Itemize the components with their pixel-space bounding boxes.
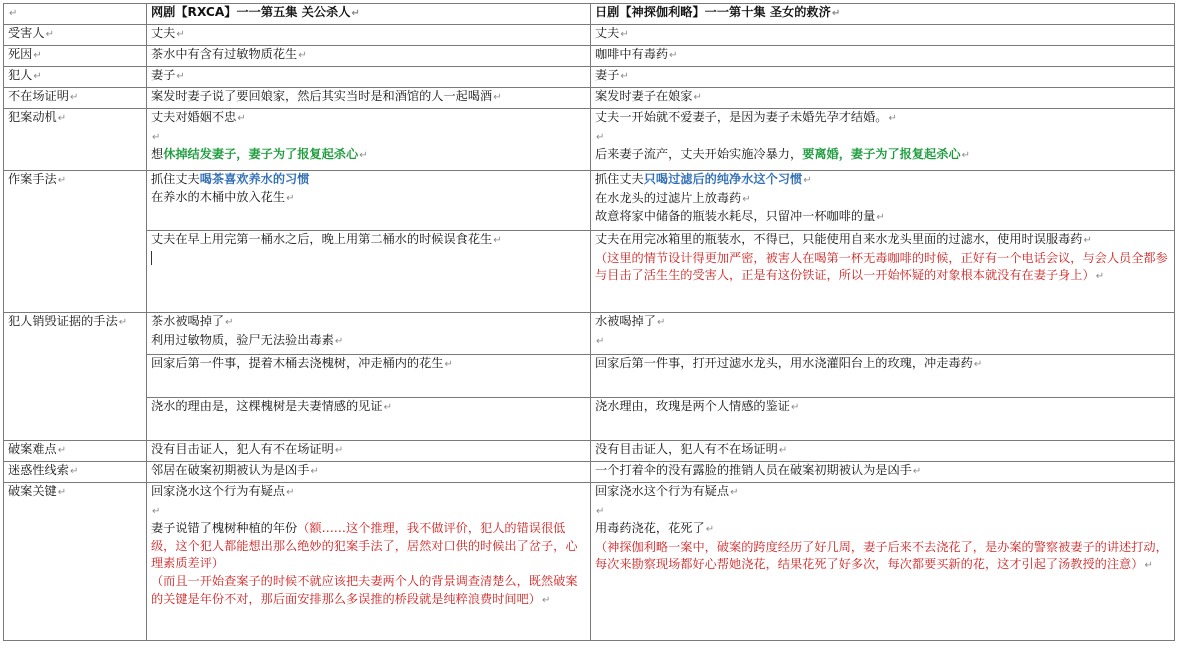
paragraph-mark-icon: ↵ — [803, 175, 812, 186]
row-label-text: 作案手法 — [8, 172, 57, 186]
cell-b — [591, 398, 1175, 441]
paragraph-mark-icon: ↵ — [33, 50, 42, 61]
row-label — [4, 46, 147, 67]
cell-a — [147, 25, 591, 46]
row-label — [4, 483, 147, 641]
cell-text: 没有目击证人，犯人有不在场证明 — [151, 442, 334, 456]
paragraph-mark-icon: ↵ — [656, 317, 666, 328]
cell-text: 一个打着伞的没有露脸的推销人员在破案初期被认为是凶手 — [595, 463, 912, 477]
paragraph-mark-icon: ↵ — [444, 359, 453, 370]
cell-text: 咖啡中有毒药 — [595, 47, 669, 61]
highlight-text: 休掉结发妻子，妻子为了报复起杀心 — [163, 147, 359, 162]
paragraph-mark-icon: ↵ — [1083, 235, 1092, 246]
cell-text: 回家后第一件事，打开过滤水龙头，用水浇灌阳台上的玫瑰，冲走毒药 — [595, 356, 973, 370]
text-line — [151, 332, 586, 351]
row-label — [4, 109, 147, 171]
cell-a — [147, 171, 591, 231]
paragraph-mark-icon: ↵ — [596, 505, 605, 517]
cell-b — [591, 313, 1175, 355]
cell-text: 用毒药浇花，花死了 — [595, 521, 705, 536]
cell-b — [591, 67, 1175, 88]
cell-b — [591, 441, 1175, 462]
header-col-a-text: 网剧【RXCA】一一第五集 关公杀人 — [151, 5, 351, 19]
cell-b — [591, 355, 1175, 398]
header-col-b-text: 日剧【神探伽利略】一一第十集 圣女的救济 — [595, 5, 831, 19]
paragraph-mark-icon: ↵ — [888, 113, 897, 124]
text-line — [595, 332, 1170, 351]
paragraph-mark-icon: ↵ — [493, 235, 502, 246]
comparison-table — [3, 3, 1175, 641]
paragraph-mark-icon: ↵ — [69, 466, 79, 477]
paragraph-mark-icon: ↵ — [334, 445, 344, 456]
row-label-text: 受害人 — [8, 26, 45, 40]
cell-b — [591, 25, 1175, 46]
annotation-text: （额……这个推理，我不做评价，犯人的错误很低级，这个犯人都能想出那么绝妙的犯案手法了，居然对口供的时候出了岔子，心理素质差评） — [151, 521, 578, 571]
paragraph-mark-icon: ↵ — [237, 113, 246, 124]
cell-a — [147, 231, 591, 313]
paragraph-mark-icon: ↵ — [596, 335, 605, 347]
highlight-text: 喝茶喜欢养水的习惯 — [199, 172, 310, 186]
cell-b — [591, 462, 1175, 483]
paragraph-mark-icon: ↵ — [693, 92, 702, 103]
table-row-alibi — [4, 88, 1175, 109]
cell-a — [147, 67, 591, 88]
cell-a — [147, 355, 591, 398]
paragraph-mark-icon: ↵ — [118, 317, 128, 328]
text-line — [151, 189, 586, 208]
highlight-text: 要离婚，妻子为了报复起杀心 — [802, 147, 961, 162]
cell-text: 没有目击证人，犯人有不在场证明 — [595, 442, 778, 456]
cell-text: 丈夫在用完冰箱里的瓶装水，不得已，只能使用自来水龙头里面的过滤水，使用时误服毒药 — [595, 232, 1083, 246]
paragraph-mark-icon: ↵ — [620, 71, 629, 82]
table-row-culprit — [4, 67, 1175, 88]
row-label-text: 破案难点 — [8, 442, 57, 456]
text-line — [595, 208, 1170, 227]
paragraph-mark-icon: ↵ — [351, 8, 360, 19]
paragraph-mark-icon: ↵ — [705, 524, 715, 536]
cell-text: 想 — [151, 147, 164, 162]
cell-a — [147, 483, 591, 641]
table-row-destroy-evidence-2 — [4, 355, 1175, 398]
text-line — [151, 502, 586, 521]
text-line — [595, 520, 1170, 539]
paragraph-mark-icon: ↵ — [286, 192, 295, 204]
cell-text: 妻子 — [151, 68, 176, 82]
cell-a — [147, 46, 591, 67]
paragraph-mark-icon: ↵ — [1095, 271, 1105, 283]
paragraph-mark-icon: ↵ — [310, 466, 319, 477]
paragraph-mark-icon: ↵ — [9, 8, 18, 19]
cell-a — [147, 441, 591, 462]
paragraph-mark-icon: ↵ — [152, 131, 161, 143]
text-line — [151, 313, 586, 332]
paragraph-mark-icon: ↵ — [176, 29, 185, 40]
text-line — [595, 313, 1170, 332]
cell-b — [591, 88, 1175, 109]
cell-text: 案发时妻子说了要回娘家，然后其实当时是和酒馆的人一起喝酒 — [151, 89, 493, 103]
cell-text: 故意将家中储备的瓶装水耗尽，只留冲一杯咖啡的量 — [595, 209, 876, 224]
paragraph-mark-icon: ↵ — [912, 466, 922, 477]
paragraph-mark-icon: ↵ — [45, 29, 54, 40]
row-label — [4, 313, 147, 441]
cell-text: 在水龙头的过滤片上放毒药 — [595, 190, 742, 205]
table-row-misleading — [4, 462, 1175, 483]
table-row-difficulty — [4, 441, 1175, 462]
annotation-text: （这里的情节设计得更加严密，被害人在喝第一杯无毒咖啡的时候，正好有一个电话会议，与会人员全都参与目击了活生生的受害人，正是有这份铁证，所以一开始怀疑的对象根本就没有在妻子身上） — [595, 250, 1168, 283]
text-line — [595, 128, 1170, 147]
cell-text: 回家浇水这个行为有疑点 — [151, 484, 286, 498]
paragraph-mark-icon: ↵ — [152, 505, 161, 517]
cell-a — [147, 313, 591, 355]
paragraph-mark-icon: ↵ — [33, 71, 42, 82]
text-line — [151, 231, 586, 250]
row-label — [4, 462, 147, 483]
paragraph-mark-icon: ↵ — [383, 402, 392, 413]
cell-text: 妻子 — [595, 68, 620, 82]
text-line — [151, 146, 586, 165]
header-col-b — [591, 4, 1175, 25]
text-line — [595, 502, 1170, 521]
paragraph-mark-icon: ↵ — [334, 335, 344, 347]
paragraph-mark-icon: ↵ — [542, 594, 551, 606]
table-row-method — [4, 171, 1175, 231]
row-label — [4, 171, 147, 313]
paragraph-mark-icon: ↵ — [742, 193, 751, 205]
cell-text: 案发时妻子在娘家 — [595, 89, 693, 103]
table-row-motive — [4, 109, 1175, 171]
text-line — [595, 146, 1170, 165]
row-label-text: 迷惑性线索 — [8, 463, 69, 477]
text-line — [595, 483, 1170, 502]
annotation-text: （神探伽利略一案中，破案的跨度经历了好几周，妻子后来不去浇花了，是办案的警察被妻子的讲述打动，每次来勘察现场都好心帮她浇花，结果花死了好多次，每次都要买新的花，这才引起了汤教授的注意） — [595, 539, 1168, 572]
cell-text: 利用过敏物质，验尸无法验出毒素 — [151, 332, 334, 347]
paragraph-mark-icon: ↵ — [225, 317, 234, 328]
paragraph-mark-icon: ↵ — [961, 150, 971, 162]
cell-text: 后来妻子流产，丈夫开始实施冷暴力， — [595, 147, 803, 162]
text-cursor-icon[interactable] — [151, 251, 152, 265]
header-blank-cell — [4, 4, 147, 25]
row-label-text: 犯人销毁证据的手法 — [8, 314, 118, 328]
text-line — [151, 171, 586, 189]
cell-text: 水被喝掉了 — [595, 314, 656, 328]
paragraph-mark-icon: ↵ — [620, 29, 629, 40]
cell-text: 回家后第一件事，提着木桶去浇槐树，冲走桶内的花生 — [151, 356, 444, 370]
paragraph-mark-icon: ↵ — [298, 50, 307, 61]
cell-text: 茶水被喝掉了 — [151, 314, 225, 328]
table-row-destroy-evidence-3 — [4, 398, 1175, 441]
cell-text: 抓住丈夫 — [151, 172, 200, 186]
paragraph-mark-icon: ↵ — [176, 71, 185, 82]
row-label — [4, 25, 147, 46]
table-row-destroy-evidence — [4, 313, 1175, 355]
cell-text: 妻子说错了槐树种植的年份 — [151, 521, 298, 536]
table-row-cause — [4, 46, 1175, 67]
paragraph-mark-icon: ↵ — [57, 487, 67, 498]
row-label-text: 犯案动机 — [8, 110, 57, 124]
paragraph-mark-icon: ↵ — [69, 92, 79, 103]
text-line — [151, 250, 586, 268]
cell-text: 浇水的理由是，这棵槐树是夫妻情感的见证 — [151, 399, 383, 413]
cell-b — [591, 171, 1175, 231]
cell-text: 邻居在破案初期被认为是凶手 — [151, 463, 310, 477]
paragraph-mark-icon: ↵ — [57, 113, 67, 124]
paragraph-mark-icon: ↵ — [778, 445, 788, 456]
paragraph-mark-icon: ↵ — [669, 50, 678, 61]
table-row-key — [4, 483, 1175, 641]
cell-text: 在养水的木桶中放入花生 — [151, 189, 286, 204]
cell-text: 丈夫 — [151, 26, 176, 40]
paragraph-mark-icon: ↵ — [57, 445, 67, 456]
text-line — [151, 483, 586, 502]
cell-b — [591, 483, 1175, 641]
cell-text: 茶水中有含有过敏物质花生 — [151, 47, 298, 61]
row-label — [4, 88, 147, 109]
text-line — [595, 171, 1170, 190]
cell-text: 浇水理由，玫瑰是两个人情感的鉴证 — [595, 399, 790, 413]
cell-text: 回家浇水这个行为有疑点 — [595, 484, 730, 498]
row-label — [4, 67, 147, 88]
text-line — [595, 190, 1170, 209]
cell-b — [591, 109, 1175, 171]
cell-text: 丈夫 — [595, 26, 620, 40]
paragraph-mark-icon: ↵ — [493, 92, 502, 103]
header-col-a — [147, 4, 591, 25]
cell-text: 丈夫在早上用完第一桶水之后，晚上用第二桶水的时候误食花生 — [151, 232, 493, 246]
cell-a — [147, 109, 591, 171]
text-line — [151, 109, 586, 128]
paragraph-mark-icon: ↵ — [791, 402, 800, 413]
cell-b — [591, 231, 1175, 313]
paragraph-mark-icon: ↵ — [359, 150, 368, 162]
row-label-text: 不在场证明 — [8, 89, 69, 103]
paragraph-mark-icon: ↵ — [286, 487, 295, 498]
table-row-method-result — [4, 231, 1175, 313]
paragraph-mark-icon: ↵ — [973, 359, 983, 370]
cell-text: 抓住丈夫 — [595, 172, 644, 186]
cell-text: 丈夫对婚姻不忠 — [151, 110, 237, 124]
row-label — [4, 441, 147, 462]
row-label-text: 犯人 — [8, 68, 33, 82]
highlight-text: 只喝过滤后的纯净水这个习惯 — [643, 172, 803, 186]
row-label-text: 破案关键 — [8, 484, 57, 498]
paragraph-mark-icon: ↵ — [1144, 560, 1153, 572]
annotation-text: （而且一开始查案子的时候不就应该把夫妻两个人的背景调查清楚么，既然破案的关键是年份不对，那后面安排那么多误推的桥段就是纯粹浪费时间吧） — [151, 573, 578, 606]
cell-text: 丈夫一开始就不爱妻子，是因为妻子未婚先孕才结婚。 — [595, 110, 888, 124]
row-label-text: 死因 — [8, 47, 33, 61]
cell-a — [147, 398, 591, 441]
paragraph-mark-icon: ↵ — [57, 175, 67, 186]
text-line — [151, 128, 586, 147]
table-row-victim — [4, 25, 1175, 46]
header-row — [4, 4, 1175, 25]
cell-a — [147, 462, 591, 483]
paragraph-mark-icon: ↵ — [596, 131, 605, 143]
paragraph-mark-icon: ↵ — [876, 212, 885, 224]
cell-b — [591, 46, 1175, 67]
paragraph-mark-icon: ↵ — [730, 487, 739, 498]
text-line — [595, 109, 1170, 128]
cell-a — [147, 88, 591, 109]
paragraph-mark-icon: ↵ — [831, 8, 841, 19]
